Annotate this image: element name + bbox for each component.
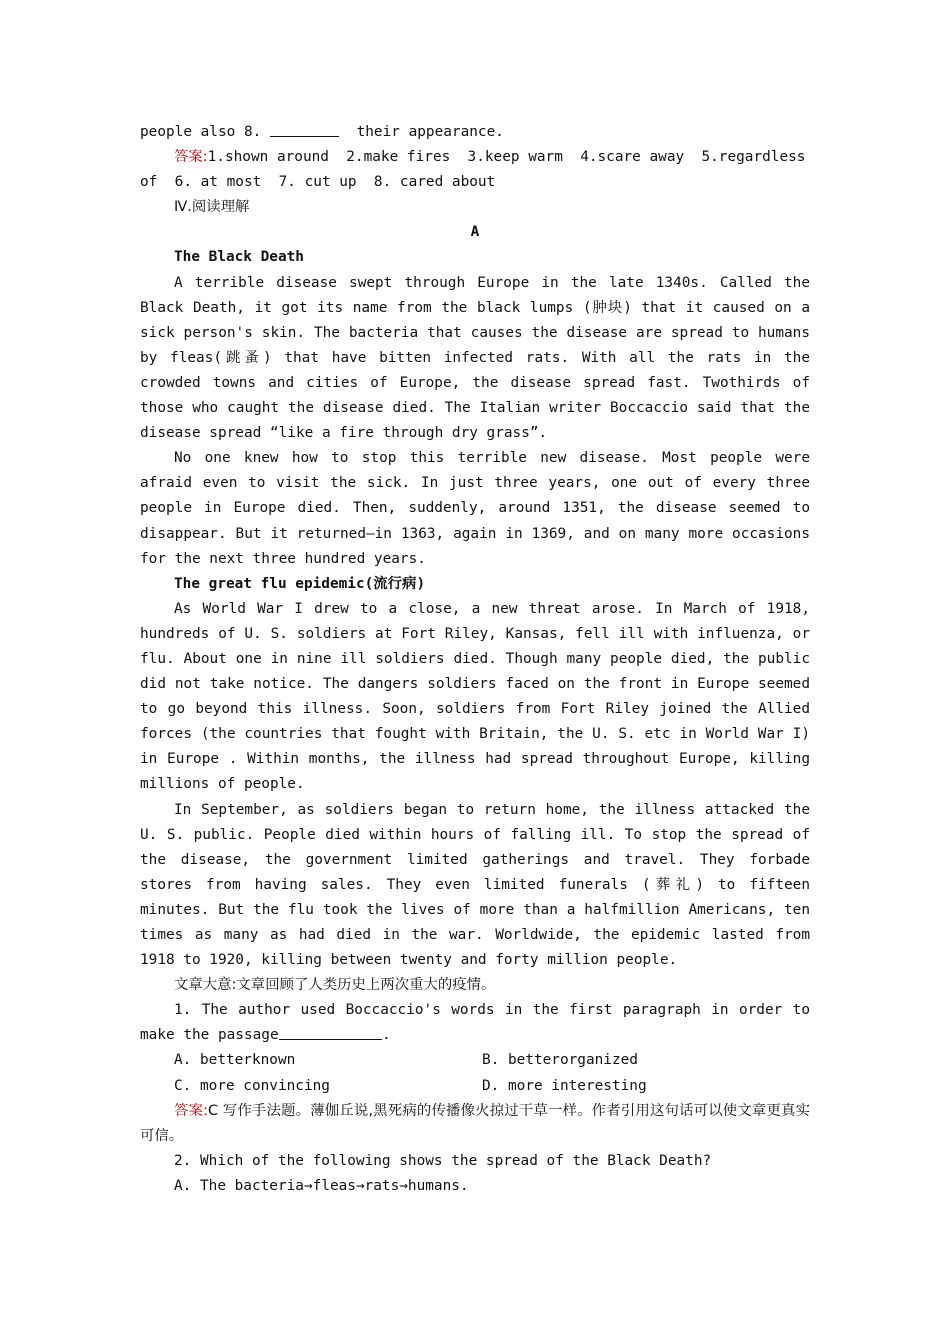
exercise-text-end: their appearance. [356,124,504,140]
options-row [140,1074,810,1099]
answer-blank [270,120,339,137]
article-title: The Black Death [174,249,304,266]
question-text-end: . [381,1027,391,1044]
option-c: C. more convincing [174,1077,330,1094]
article-paragraph: No one knew how to stop this terrible new disease. Most people were afraid even to visit the sick. In just three years, one out of every three people in Europe died. Then, suddenly, around 1351, the disease seemed to disappear. But it returned—in 1363, again in 1369, and on many more occasions for the next three hundred years. [140,450,810,567]
option-d: D. more interesting [482,1077,647,1094]
answer-text-continued: of 6. at most 7. cut up 8. cared about [140,174,496,191]
document-page [140,120,810,1199]
article-paragraph: A terrible disease swept through Europe in the late 1340s. Called the Black Death, it got its name from the black lumps (肿块) that it caused on a sick person's skin. The bacteria that causes the disease are spread to humans by fleas(跳蚤) that have bitten infected rats. With all the rats in the crowded towns and cities of Europe, the disease spread fast. Twothirds of those who caught the disease died. The Italian writer Boccaccio said that the disease spread “like a fire through dry grass”. [140,274,810,442]
question-stem [140,998,810,1048]
exercise-text: people also 8. [140,124,262,140]
article-paragraph: In September, as soldiers began to return home, the illness attacked the U. S. public. People died within hours of falling ill. To stop the spread of the disease, the government limited gatherings and travel. They forbade stores from having sales. They even limited funerals (葬礼) to fifteen minutes. But the flu took the lives of more than a halfmillion Americans, ten times as many as had died in the war. Worldwide, the epidemic lasted from 1918 to 1920, killing between twenty and forty million people. [140,801,810,969]
article-title: The great flu epidemic(流行病) [174,575,426,592]
answer-text: C 写作手法题。薄伽丘说,黑死病的传播像火掠过干草一样。作者引用这句话可以使文章更真实可信。 [140,1102,810,1144]
options-row [140,1048,810,1073]
part-label: A [470,224,480,241]
answer-explanation [140,1099,810,1149]
question-blank [279,1023,382,1040]
option-a: A. betterknown [174,1052,296,1069]
option-a: A. The bacteria→fleas→rats→humans. [174,1177,469,1194]
answer-line [140,145,810,170]
answer-line-continued [140,170,810,195]
exercise-line [140,120,810,145]
passage-summary: 文章大意:文章回顾了人类历史上两次重大的疫情。 [174,977,496,994]
option-b: B. betterorganized [482,1052,638,1069]
answer-label: 答案: [174,1102,208,1119]
answer-text: 1.shown around 2.make fires 3.keep warm 4.scare away 5.regardless [207,149,806,166]
question-text: 1. The author used Boccaccio's words in the first paragraph in order to make the passage [140,1002,810,1044]
answer-label: 答案: [174,149,208,166]
question-stem: 2. Which of the following shows the spread of the Black Death? [174,1152,712,1169]
section-heading: Ⅳ.阅读理解 [174,199,250,216]
article-paragraph: As World War I drew to a close, a new threat arose. In March of 1918, hundreds of U. S. soldiers at Fort Riley, Kansas, fell ill with influenza, or flu. About one in nine ill soldiers died. Though many people died, the public did not take notice. The dangers soldiers faced on the front in Europe seemed to go beyond this illness. Soon, soldiers from Fort Riley joined the Allied forces (the countries that fought with Britain, the U. S. etc in World War I) in Europe . Within months, the illness had spread throughout Europe, killing millions of people. [140,600,810,793]
